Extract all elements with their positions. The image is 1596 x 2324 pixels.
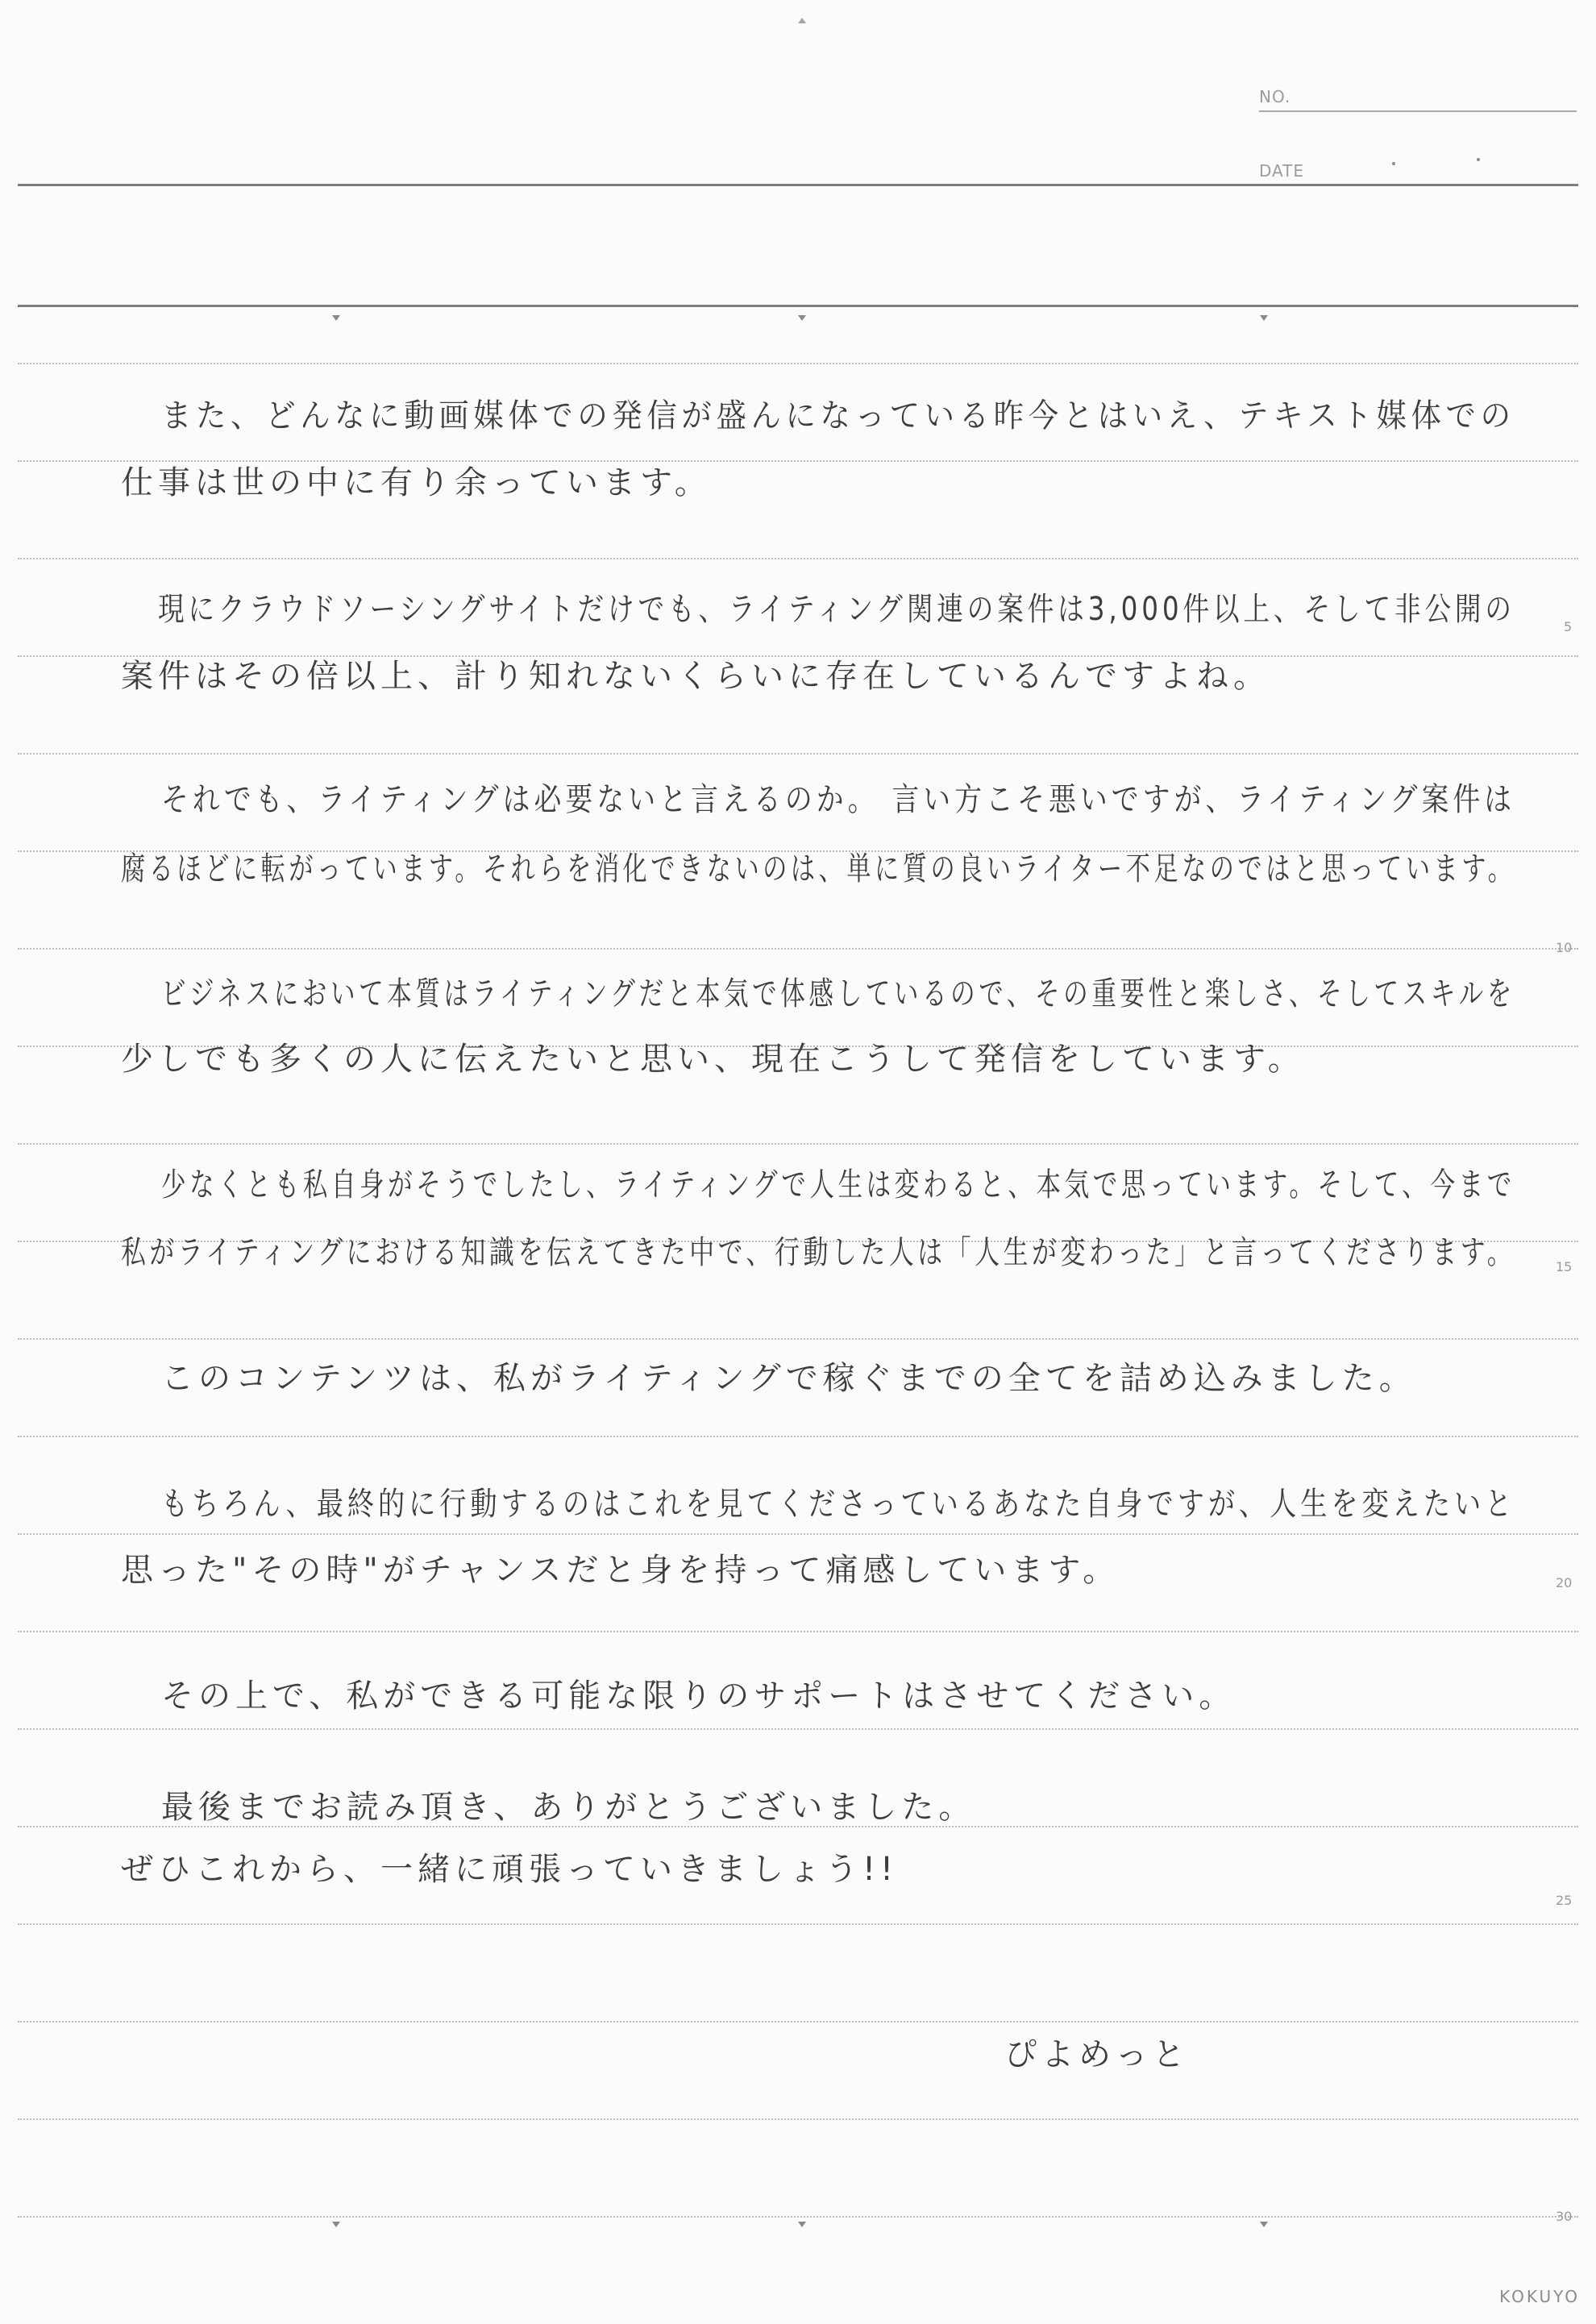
top-center-mark [798, 18, 806, 23]
letter-line: 少しでも多くの人に伝えたいと思い、現在こうして発信をしています。 [121, 1041, 1305, 1078]
letter-line: もちろん、最終的に行動するのはこれを見てくださっているあなた自身ですが、人生を変えたいと [161, 1486, 1516, 1523]
brand-logo-text: KOKUYO [1499, 2287, 1580, 2306]
date-dot-1 [1392, 162, 1395, 165]
date-label: DATE [1259, 161, 1305, 181]
letter-line: その上で、私ができる可能な限りのサポートはさせてください。 [161, 1678, 1236, 1715]
ruled-line [18, 753, 1578, 755]
letter-line: 案件はその倍以上、計り知れないくらいに存在しているんですよね。 [121, 658, 1270, 695]
ruled-line [18, 1631, 1578, 1632]
header-mark-center [798, 315, 806, 321]
ruled-line [18, 363, 1578, 364]
header-mark-right [1260, 315, 1268, 321]
letter-line: ぜひこれから、一緒に頑張っていきましょう!! [121, 1851, 899, 1888]
ruled-line [18, 1143, 1578, 1145]
header-rule-top [18, 184, 1578, 186]
date-dot-2 [1477, 158, 1480, 161]
ruled-line [18, 2118, 1578, 2120]
ruled-line [18, 1923, 1578, 1925]
letter-line: 思った"その時"がチャンスだと身を持って痛感しています。 [121, 1552, 1120, 1589]
ruled-line [18, 1533, 1578, 1535]
ruled-line [18, 1728, 1578, 1730]
no-label: NO. [1259, 87, 1291, 106]
no-line [1259, 110, 1577, 112]
letter-line: 少なくとも私自身がそうでしたし、ライティングで人生は変わると、本気で思っています。そして、今まで [161, 1166, 1515, 1204]
ruled-line [18, 1436, 1578, 1437]
letter-line: また、どんなに動画媒体での発信が盛んになっている昨今とはいえ、テキスト媒体での [161, 397, 1515, 434]
signature: ぴよめっと [1004, 2036, 1190, 2073]
letter-line: ビジネスにおいて本質はライティングだと本気で体感しているので、その重要性と楽しさ、そしてスキルを [161, 975, 1515, 1012]
letter-line: 腐るほどに転がっています。それらを消化できないのは、単に質の良いライター不足なのではと思っています。 [121, 850, 1516, 888]
letter-line: 仕事は世の中に有り余っています。 [121, 464, 712, 501]
header-rule-bottom [18, 305, 1578, 307]
bottom-mark-right [1260, 2222, 1268, 2227]
ruled-line [18, 2216, 1578, 2218]
line-number-25: 25 [1556, 1893, 1573, 1908]
ruled-line [18, 558, 1578, 559]
bottom-mark-center [798, 2222, 806, 2227]
line-number-15: 15 [1556, 1259, 1573, 1274]
line-number-5: 5 [1564, 619, 1573, 634]
line-number-20: 20 [1556, 1575, 1573, 1590]
line-number-30: 30 [1556, 2209, 1573, 2224]
ruled-line [18, 460, 1578, 462]
letter-line: 最後までお読み頂き、ありがとうございました。 [161, 1789, 976, 1826]
line-number-10: 10 [1556, 940, 1573, 955]
letter-line: 私がライティングにおける知識を伝えてきた中で、行動した人は「人生が変わった」と言ってくださります。 [121, 1234, 1516, 1271]
letter-line: 現にクラウドソーシングサイトだけでも、ライティング関連の案件は3,000件以上、そして非公開の [158, 591, 1515, 628]
letter-line: それでも、ライティングは必要ないと言えるのか。 言い方こそ悪いですが、ライティング案件は [161, 781, 1516, 818]
letter-line: このコンテンツは、私がライティングで稼ぐまでの全てを詰め込みました。 [161, 1360, 1416, 1397]
ruled-line [18, 948, 1578, 950]
bottom-mark-left [332, 2222, 340, 2227]
ruled-line [18, 2021, 1578, 2023]
header-mark-left [332, 315, 340, 321]
ruled-line [18, 1338, 1578, 1340]
